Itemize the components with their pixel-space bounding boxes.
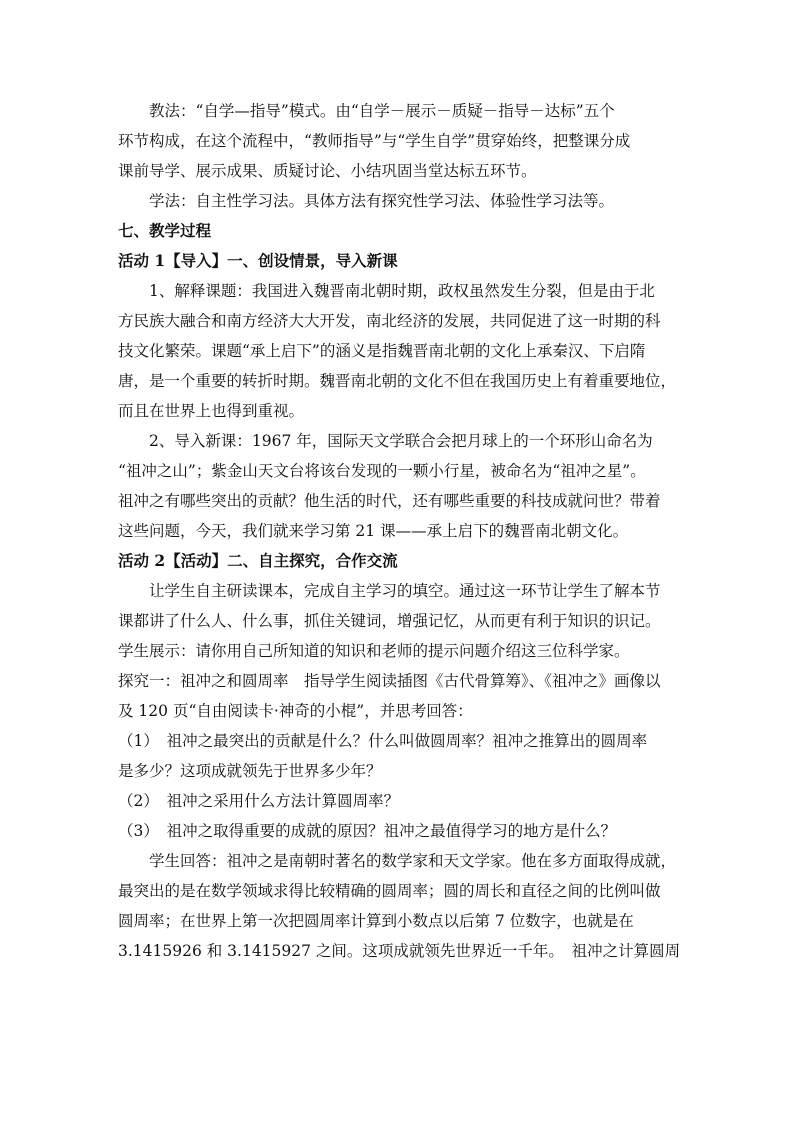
text-line: 这些问题，今天，我们就来学习第 21 课——承上启下的魏晋南北朝文化。 [118, 522, 629, 540]
text-line: 是多少？这项成就领先于世界多少年？ [118, 762, 382, 780]
text-line: 及 120 页“自由阅读卡·神奇的小棍”，并思考回答： [118, 702, 473, 720]
text-line: 课都讲了什么人、什么事，抓住关键词，增强记忆，从而更有利于知识的识记。 [118, 612, 661, 630]
text-line: （1） 祖冲之最突出的贡献是什么？什么叫做圆周率？祖冲之推算出的圆周率 [118, 732, 648, 750]
text-line: 1、解释课题：我国进入魏晋南北朝时期，政权虽然发生分裂，但是由于北 [149, 282, 655, 300]
text-line: 最突出的是在数学领域求得比较精确的圆周率；圆的周长和直径之间的比例叫做 [118, 882, 661, 900]
text-line: 技文化繁荣。课题“承上启下”的涵义是指魏晋南北朝的文化上承秦汉、下启隋 [118, 342, 646, 360]
text-line: 让学生自主研读课本，完成自主学习的填空。通过这一环节让学生了解本节 [149, 582, 661, 600]
text-line: 祖冲之有哪些突出的贡献？他生活的时代，还有哪些重要的科技成就问世？带着 [118, 492, 661, 510]
text-line: “祖冲之山”；紫金山天文台将该台发现的一颗小行星，被命名为“祖冲之星”。 [118, 462, 646, 480]
text-line: （2） 祖冲之采用什么方法计算圆周率？ [118, 792, 400, 810]
text-line: 3.1415926 和 3.1415927 之间。这项成就领先世界近一千年。 祖冲之计算圆周 [118, 942, 680, 960]
text-line: 圆周率；在世界上第一次把圆周率计算到小数点以后第 7 位数字，也就是在 [118, 912, 634, 930]
section-heading: 活动 1【导入】一、创设情景，导入新课 [118, 251, 398, 270]
section-heading: 活动 2【活动】二、自主探究，合作交流 [118, 551, 398, 570]
text-line: 唐，是一个重要的转折时期。魏晋南北朝的文化不但在我国历史上有着重要地位， [118, 372, 677, 390]
text-line: （3） 祖冲之取得重要的成就的原因？祖冲之最值得学习的地方是什么？ [118, 822, 617, 840]
text-line: 学生展示：请你用自己所知道的知识和老师的提示问题介绍这三位科学家。 [118, 642, 630, 660]
text-line: 课前导学、展示成果、质疑讨论、小结巩固当堂达标五环节。 [118, 162, 537, 180]
text-line: 环节构成，在这个流程中，“教师指导”与“学生自学”贯穿始终，把整课分成 [118, 132, 631, 150]
text-line: 2、导入新课：1967 年，国际天文学联合会把月球上的一个环形山命名为 [149, 432, 653, 450]
text-line: 而且在世界上也得到重视。 [118, 402, 305, 420]
text-line: 探究一：祖冲之和圆周率 指导学生阅读插图《古代骨算筹》、《祖冲之》画像以 [118, 672, 661, 690]
text-line: 学法：自主性学习法。具体方法有探究性学习法、体验性学习法等。 [149, 192, 615, 210]
section-heading: 七、教学过程 [118, 221, 212, 240]
text-line: 方民族大融合和南方经济大大开发，南北经济的发展，共同促进了这一时期的科 [118, 312, 661, 330]
text-line: 教法：“自学—指导”模式。由“自学－展示－质疑－指导－达标”五个 [149, 102, 615, 120]
document-page [118, 96, 680, 966]
text-line: 学生回答：祖冲之是南朝时著名的数学家和天文学家。他在多方面取得成就， [149, 852, 677, 870]
